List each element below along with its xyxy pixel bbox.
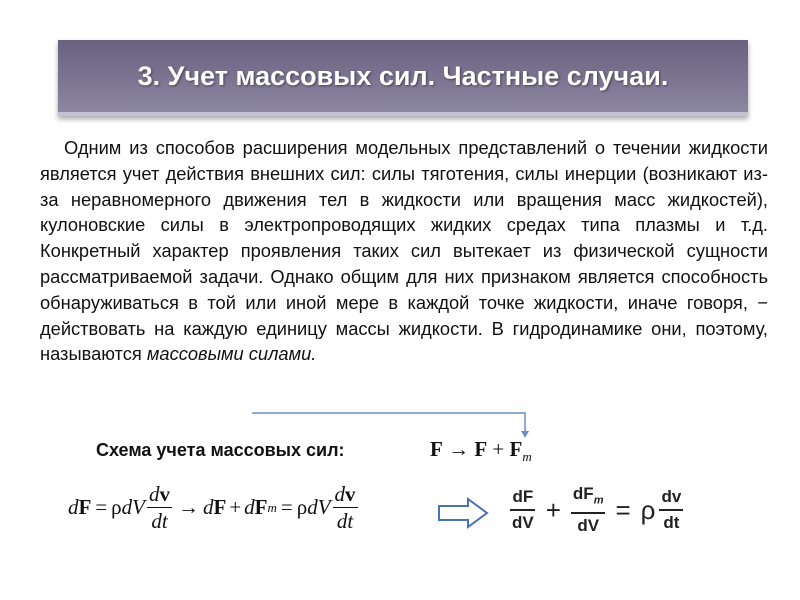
formula-part: m — [267, 499, 277, 515]
formula-part: dV — [121, 495, 145, 519]
formula-part: + — [229, 495, 242, 519]
fraction: $\frac{dF}{dV}$ — [512, 487, 534, 533]
formula-part: dV — [307, 495, 331, 519]
formula-part: d — [202, 495, 214, 519]
formula-result — [508, 483, 685, 537]
arrow-symbol: → — [448, 437, 470, 461]
fraction: $\frac{dF_m}{dV}$ — [572, 484, 604, 536]
force-symbol: F — [474, 437, 488, 461]
force-symbol: F — [430, 437, 443, 461]
formula-part: F — [213, 495, 227, 519]
formula-part: ρ — [296, 495, 308, 519]
plus-symbol: + — [545, 494, 561, 525]
fraction: $\frac{dv}{dt}$ — [148, 482, 170, 533]
body-text: Одним из способов расширения модельных представлений о течении жидкости является учет действия внешних сил: силы тяготения, силы инерции (возникают из-за неравномерного движения тел в жидкости или вращения масс жидкостей), кулоновские силы в электропроводящих жидких средах типа плазмы и т.д. Конкретный характер проявления таких сил вытекает из физической сущности рассматриваемой задачи. Однако общим для них признаком является способность обнаруживаться в той или иной мере в каждой точке жидкости, иначе говоря, − действовать на каждую единицу массы жидкости. В гидродинамике они, поэтому, называются — [40, 137, 768, 365]
formula-part: = — [280, 495, 293, 519]
slide-title: 3. Учет массовых сил. Частные случаи. — [137, 60, 669, 91]
formula-part: F — [254, 495, 268, 519]
formula-part: ρ — [111, 495, 122, 519]
formula-newton-transform — [68, 482, 360, 533]
fraction: $\frac{dv}{dt}$ — [334, 482, 356, 533]
mass-force-symbol: F — [509, 437, 523, 461]
formula-part: d — [68, 495, 79, 519]
formula-part: F — [78, 495, 92, 519]
emphasis-term: массовыми силами. — [146, 343, 317, 365]
scheme-label: Схема учета массовых сил: — [96, 440, 345, 460]
equals-symbol: = — [615, 494, 631, 525]
rho-symbol: ρ — [640, 494, 656, 525]
formula-part: = — [95, 495, 108, 519]
plus-symbol: + — [492, 437, 505, 461]
mass-subscript: m — [522, 449, 532, 465]
formula-part: d — [244, 495, 255, 519]
formula-part: → — [177, 495, 199, 519]
implies-arrow-icon — [438, 497, 490, 529]
fraction: $\frac{dv}{dt}$ — [661, 487, 682, 533]
formula-force-scheme — [430, 437, 532, 465]
